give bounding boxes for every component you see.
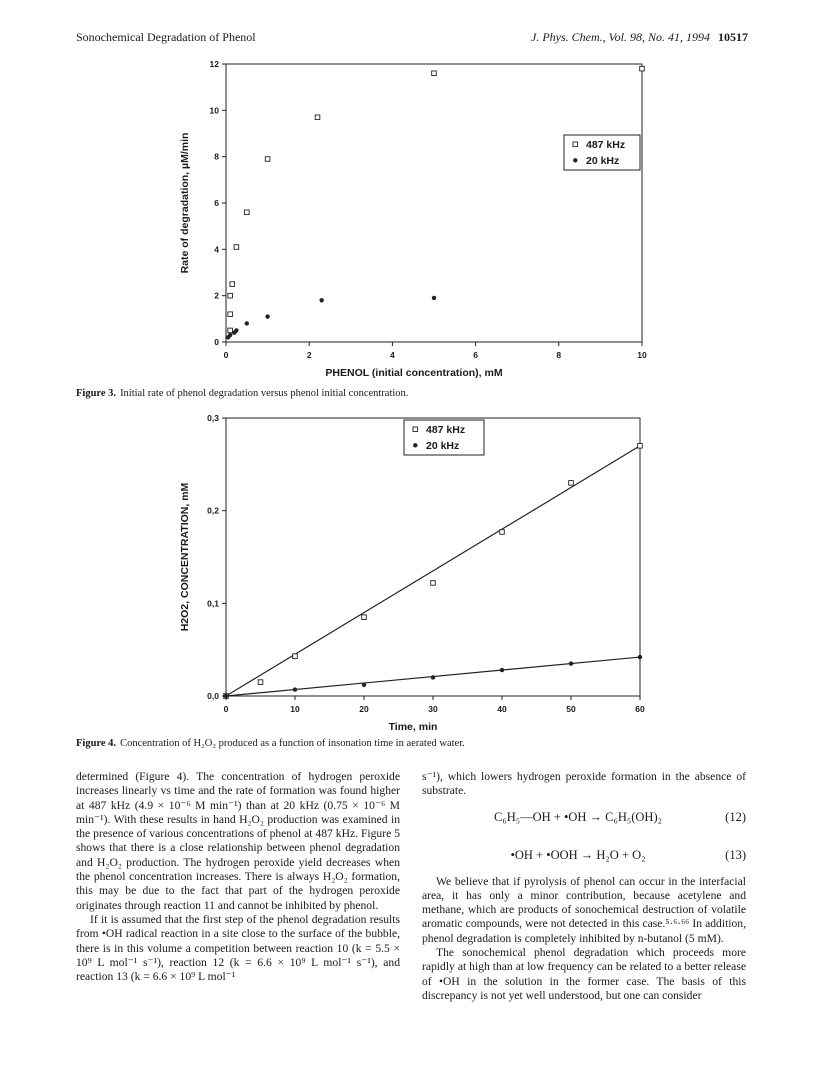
fig4-x-tick-label: 30 xyxy=(428,704,438,714)
fig4-x-tick-label: 20 xyxy=(359,704,369,714)
left-paragraph-1: determined (Figure 4). The concentration of hydrogen peroxide increases linearly vs time and the rate of formation was found higher at 487 kHz (4.9 × 10⁻⁶ M min⁻¹) than at 20 kHz (0.75 × 10⁻⁶ M min⁻¹). With these results in hand H₂O₂ production was examined in the presence of various concentrations of phenol at 487 kHz. Figure 5 shows that there is a close relationship between phenol degradation and H₂O₂ production. The hydrogen peroxide yield decreases when the phenol concentration increases. There is always H₂O₂ formation, this may be due to the fact that part of the hydrogen peroxide originates through reaction 11 and cannot be inhibited by phenol. xyxy=(76,770,400,912)
fig4-x-tick-label: 60 xyxy=(635,704,645,714)
fig3-point-487khz xyxy=(245,210,250,215)
page-number: 10517 xyxy=(718,30,748,44)
fig4-x-tick-label: 50 xyxy=(566,704,576,714)
fig3-y-tick-label: 12 xyxy=(209,59,219,69)
fig4-y-tick-label: 0,2 xyxy=(207,505,219,516)
fig4-point-20khz xyxy=(224,694,228,698)
fig3-legend-marker-20khz xyxy=(573,158,577,162)
fig3-y-tick-label: 4 xyxy=(214,244,219,255)
fig4-y-tick-label: 0,3 xyxy=(207,413,219,423)
fig4-y-tick-label: 0,0 xyxy=(207,691,219,701)
journal-name: J. Phys. Chem., Vol. 98, No. 41, 1994 xyxy=(531,30,710,44)
fig4-point-487khz xyxy=(293,654,298,659)
fig4-point-487khz xyxy=(500,530,505,535)
fig4-point-20khz xyxy=(638,655,642,659)
fig3-point-487khz xyxy=(640,66,645,71)
fig4-x-tick-label: 10 xyxy=(290,704,300,714)
fig3-y-tick-label: 0 xyxy=(214,337,219,347)
fig3-legend-label: 487 kHz xyxy=(586,139,626,151)
equation-12-formula: C₆H₅—OH + •OH → C₆H₅(OH)₂ xyxy=(494,810,662,825)
fig3-x-axis-label: PHENOL (initial concentration), mM xyxy=(325,367,503,379)
fig3-y-tick-label: 10 xyxy=(209,105,219,116)
figure-3-chart xyxy=(0,0,820,400)
fig3-x-tick-label: 2 xyxy=(306,350,312,360)
fig4-point-20khz xyxy=(569,661,573,665)
left-paragraph-2: If it is assumed that the first step of the phenol degradation results from •OH radical reaction in a site close to the surface of the bubble, there is in this volume a competition between reaction 10 (k = 5.5 × 10⁹ L mol⁻¹ s⁻¹), reaction 12 (k = 6.6 × 10⁹ L mol⁻¹ s⁻¹), and reaction 13 (k = 6.6 × 10⁹ L mol⁻¹ xyxy=(76,912,400,984)
fig4-point-487khz xyxy=(258,680,263,685)
fig3-point-20khz xyxy=(228,333,232,337)
figure-4-caption-label: Figure 4. xyxy=(76,738,117,749)
figure-3-caption-text: Initial rate of phenol degradation versus phenol initial concentration. xyxy=(120,388,409,399)
fig3-legend-marker-487khz xyxy=(573,142,578,147)
fig4-y-axis-label: H2O2, CONCENTRATION, mM xyxy=(179,482,191,632)
fig4-point-20khz xyxy=(500,668,504,672)
fig3-x-tick-label: 0 xyxy=(223,350,229,360)
fig3-point-487khz xyxy=(228,328,233,333)
figure-4-caption-text: Concentration of H₂O₂ produced as a function of insonation time in aerated water. xyxy=(120,738,465,749)
fig3-point-487khz xyxy=(315,115,320,120)
running-title: Sonochemical Degradation of Phenol xyxy=(76,30,256,44)
fig3-point-20khz xyxy=(245,321,249,325)
fig3-point-20khz xyxy=(265,314,269,318)
fig4-point-487khz xyxy=(431,581,436,586)
fig3-plot-frame xyxy=(226,64,642,342)
equation-13-formula: •OH + •OOH → H₂O + O₂ xyxy=(510,848,646,863)
figure-4-chart xyxy=(0,400,820,740)
fig3-x-tick-label: 8 xyxy=(556,350,562,360)
fig4-legend-label: 20 kHz xyxy=(426,440,460,452)
fig3-y-tick-label: 2 xyxy=(214,290,219,301)
equation-12-number: (12) xyxy=(725,810,746,825)
fig4-point-20khz xyxy=(431,675,435,679)
fig4-x-axis-label: Time, min xyxy=(388,721,438,733)
fig4-plot-frame xyxy=(226,418,640,696)
fig4-x-tick-label: 0 xyxy=(223,704,229,714)
fig4-fit-line-487khz xyxy=(226,446,640,696)
fig3-x-tick-label: 10 xyxy=(637,350,647,360)
fig3-point-487khz xyxy=(234,245,239,250)
equation-13-number: (13) xyxy=(725,848,746,863)
fig4-point-487khz xyxy=(362,615,367,620)
figure-3-caption-label: Figure 3. xyxy=(76,388,117,399)
fig3-y-axis-label: Rate of degradation, µM/min xyxy=(179,132,191,274)
fig3-legend-label: 20 kHz xyxy=(586,155,620,167)
fig3-y-tick-label: 8 xyxy=(214,151,219,162)
fig4-x-tick-label: 40 xyxy=(497,704,507,714)
equation-13 xyxy=(422,837,746,875)
fig4-legend-marker-487khz xyxy=(413,427,418,432)
fig3-y-tick-label: 6 xyxy=(214,198,219,208)
fig3-x-tick-label: 6 xyxy=(473,350,478,360)
fig3-point-487khz xyxy=(265,157,270,162)
fig4-legend-label: 487 kHz xyxy=(426,424,466,436)
fig3-point-20khz xyxy=(234,328,238,332)
right-paragraph-2: We believe that if pyrolysis of phenol can occur in the interfacial area, it has only a minor contribution, because acetylene and methane, which are products of sonochemical destruction of volatile aromatic compounds, were not detected in this case.⁵·⁶·⁶⁶ In addition, phenol degradation is completely inhibited by n-butanol (5 mM). xyxy=(422,874,746,945)
fig3-point-487khz xyxy=(432,71,437,76)
left-column xyxy=(76,770,400,984)
fig4-point-20khz xyxy=(362,683,366,687)
figure-4-caption xyxy=(76,738,756,749)
fig3-point-487khz xyxy=(228,312,233,317)
fig3-point-487khz xyxy=(230,282,235,287)
fig4-point-20khz xyxy=(293,687,297,691)
figure-3-caption xyxy=(76,388,756,399)
equation-12 xyxy=(422,799,746,837)
fig4-point-487khz xyxy=(569,481,574,486)
right-paragraph-3: The sonochemical phenol degradation which proceeds more rapidly at high than at low frequency can be related to a better release of •OH in the solution in the former case. The basis of this discrepancy is not yet well understood, but one can consider xyxy=(422,946,746,1002)
fig3-point-487khz xyxy=(228,293,233,298)
right-paragraph-1: s⁻¹), which lowers hydrogen peroxide formation in the absence of substrate. xyxy=(422,770,746,798)
fig4-point-487khz xyxy=(638,444,643,449)
fig4-legend-marker-20khz xyxy=(413,443,417,447)
fig3-x-tick-label: 4 xyxy=(390,350,395,360)
fig3-point-20khz xyxy=(432,296,436,300)
right-column xyxy=(422,770,746,1003)
fig3-point-20khz xyxy=(319,298,323,302)
fig4-y-tick-label: 0,1 xyxy=(207,598,219,609)
